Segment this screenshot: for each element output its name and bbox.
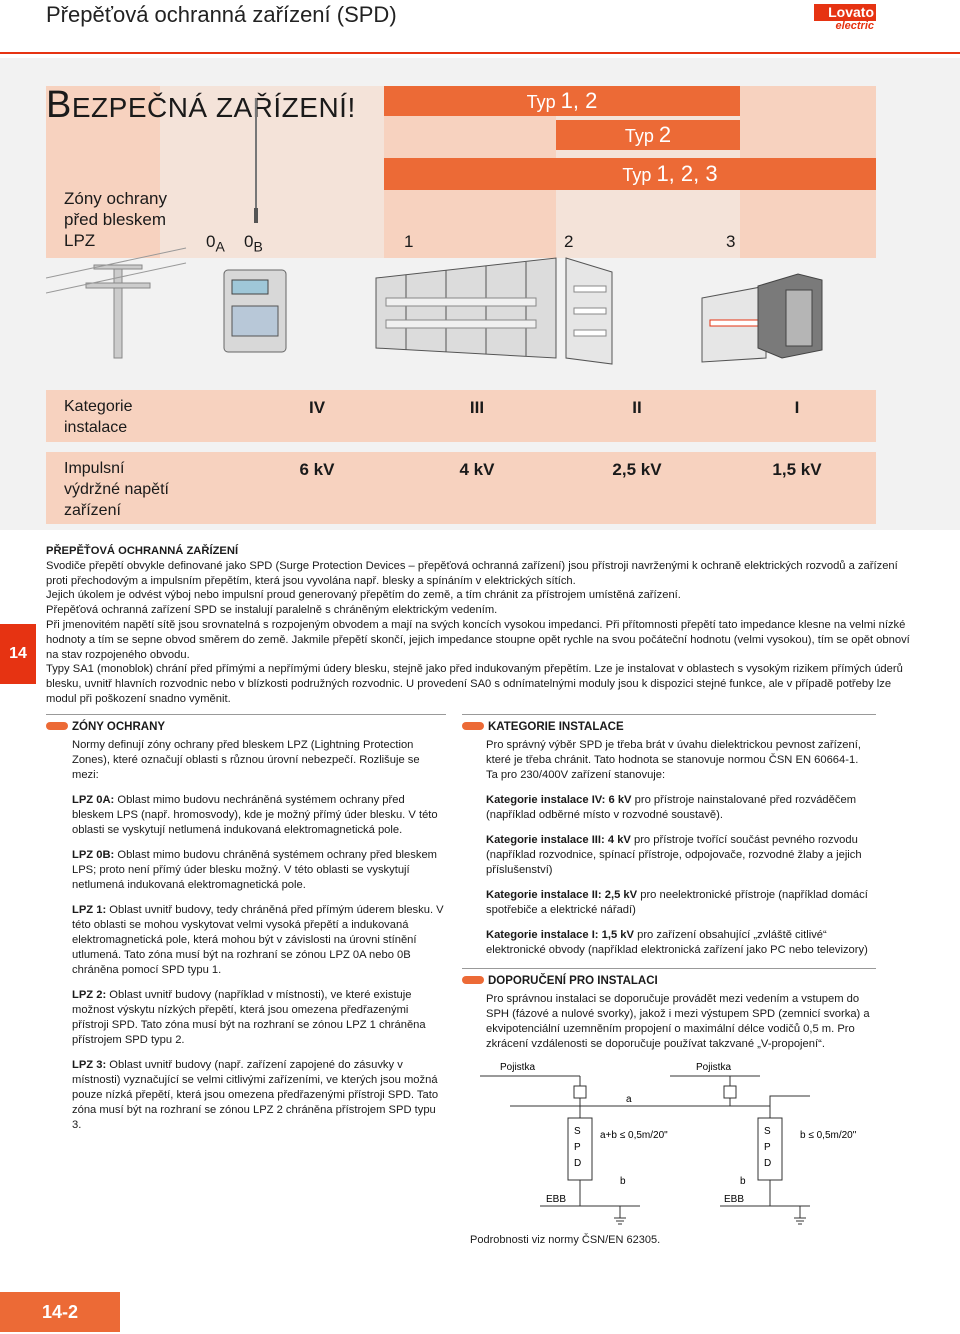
category-section bbox=[462, 714, 876, 735]
banner-title: BEZPEČNÁ ZAŘÍZENÍ! bbox=[46, 84, 356, 126]
logo-sub: electric bbox=[835, 20, 874, 32]
intro-paragraph: Jejich úkolem je odvést výboj nebo impulsní proud generovaný přepětím do země, a tím chránit za přístrojem umístěná zařízení. bbox=[46, 589, 681, 602]
voltage-cat-iii: 4 kV bbox=[459, 460, 495, 479]
category-item: Kategorie instalace IV: 6 kV pro přístroje nainstalované před rozváděčem (například odběrné místo v rozvodné soustavě). bbox=[486, 794, 857, 821]
zone-0a: $0_A$ bbox=[206, 232, 225, 255]
spd-letter-p-right: P bbox=[764, 1142, 771, 1153]
fuse-label-left: Pojistka bbox=[500, 1062, 536, 1073]
page-number: 14-2 bbox=[0, 1292, 120, 1332]
zone-item: LPZ 0B: Oblast mimo budovu chráněná systémem ochrany před bleskem LPS; proto není přímý úder blesku možný. V této oblasti se vyskytují netlumená indukovaná elektromagnetická pole. bbox=[72, 849, 437, 891]
category-item: Kategorie instalace III: 4 kV pro přístroje tvořící součást pevného rozvodu (například rozvodnice, spínací přístroje, odpojovače, rozvodné žlaby a jejich příslušenství) bbox=[486, 834, 862, 876]
label-b-left: b bbox=[620, 1176, 626, 1187]
brand-logo bbox=[814, 4, 876, 32]
logo-main: Lovato bbox=[814, 4, 876, 21]
intro-heading: PŘEPĚŤOVÁ OCHRANNÁ ZAŘÍZENÍ bbox=[46, 545, 239, 557]
utility-pole-icon bbox=[46, 248, 186, 358]
voltage-cat-iv: 6 kV bbox=[299, 460, 335, 479]
category-iii: III bbox=[469, 398, 485, 417]
chapter-tab: 14 bbox=[0, 624, 36, 684]
recommendation-section bbox=[462, 968, 876, 989]
category-body bbox=[486, 738, 870, 968]
fuse-label-right: Pojistka bbox=[696, 1062, 732, 1073]
spd-letter-d: D bbox=[574, 1158, 582, 1169]
category-i: I bbox=[794, 398, 800, 417]
intro-section bbox=[46, 544, 916, 707]
zones-heading: ZÓNY OCHRANY bbox=[46, 717, 446, 735]
formula-left: a+b ≤ 0,5m/20" bbox=[600, 1130, 668, 1141]
zones-label: Zóny ochrany před bleskem LPZ bbox=[64, 189, 167, 250]
typ-bar-2: Typ 2 bbox=[556, 120, 740, 150]
category-intro: Pro správný výběr SPD je třeba brát v úvahu dielektrickou pevnost zařízení, které je třeba chránit. Tato hodnota se stanovuje normou ČSN EN 60664-1. Ta pro 230/400V zařízení stanovuje: bbox=[486, 739, 861, 781]
zone-2: 2 bbox=[564, 232, 574, 251]
recommendation-body bbox=[486, 992, 872, 1062]
page-title: Přepěťová ochranná zařízení (SPD) bbox=[46, 2, 397, 27]
distribution-board-icon bbox=[566, 258, 612, 364]
ebb-label-right: EBB bbox=[724, 1194, 745, 1205]
voltage-cat-i: 1,5 kV bbox=[772, 460, 822, 479]
recommendation-heading: DOPORUČENÍ PRO INSTALACI bbox=[462, 971, 876, 989]
typ-bar-1-2: Typ 1, 2 bbox=[384, 86, 740, 116]
recommendation-text: Pro správnou instalaci se doporučuje provádět mezi vedením a vstupem do SPH (fázové a nulové svorky), jakož i mezi výstupem SPD (zemnicí svorka) a ekvipotenciální uzemněním propojení o maximální délce vodičů 0,5 m. Pro zkrácení vzdálenosti se doporučuje používat takzvané „V-propojení“. bbox=[486, 993, 870, 1050]
zone-0b: $0_B$ bbox=[244, 232, 263, 255]
intro-paragraph: Svodiče přepětí obvykle definované jako SPD (Surge Protection Devices – přepěťová ochranná zařízení) jsou přístroji navrženými k ochraně elektrických rozvodů a zařízení proti přechodovým a impulsním přepětím, která jsou vyvolána např. blesky a spínáním v elektrických sítích. bbox=[46, 559, 898, 587]
voltage-cat-ii: 2,5 kV bbox=[612, 460, 662, 479]
zone-item: LPZ 0A: Oblast mimo budovu nechráněná systémem ochrany před bleskem LPS (např. hromosvody), kde je možný přímý úder blesku. V této oblasti se vyskytují netlumená indukovaná elektromagnetická pole. bbox=[72, 794, 438, 836]
label-a: a bbox=[626, 1094, 632, 1105]
zone-item: LPZ 1: Oblast uvnitř budovy, tedy chráněná před přímým úderem blesku. V této oblasti se mohou vyskytovat velmi vysoká přepětí a indukovaná elektromagnetická pole, která mohou být v závislosti na úrovni stínění utlumená. Tato zóna musí být na rozhraní se zónou LPZ 0A nebo 0B chráněna pomocí SPD typu 1. bbox=[72, 904, 444, 976]
v-connection-diagram bbox=[470, 1056, 870, 1236]
zone-item: LPZ 3: Oblast uvnitř budovy (např. zařízení zapojené do zásuvky v místnosti) vyznačující se velmi citlivými zařízeními, ve kterých jsou možná pouze nízká přepětí, která jsou omezena předřazenými přístroji SPD. Tato zóna musí být na rozhraní se zónou LPZ 2 chráněna přístrojem SPD typu 3. bbox=[72, 1059, 439, 1131]
zones-section bbox=[46, 714, 446, 735]
equipment-cabinet-icon bbox=[758, 274, 822, 358]
energy-meter-icon bbox=[224, 270, 286, 352]
bullet-pill-icon bbox=[46, 722, 68, 730]
sub-distribution-board-icon bbox=[702, 286, 766, 362]
zone-item: LPZ 2: Oblast uvnitř budovy (například v místnosti), ve které existuje možnost výskytu nízkých přepětí, která jsou omezena předřazenými přístroji SPD. Tato zóna musí být na rozhraní se zónou LPZ 1 chráněna přístrojem SPD typu 2. bbox=[72, 989, 426, 1046]
bullet-pill-icon bbox=[462, 722, 484, 730]
intro-paragraph: Při jmenovitém napětí sítě jsou srovnatelná s rozpojeným obvodem a mají na svých koncích vysokou impedanci. Při přítomnosti přepětí tato impedance klesne na velmi nízké hodnoty a tím se sepne obvod směrem do země. Jakmile přepětí skončí, jejich impedance stoupne opět rychle na svou počáteční hodnotu (velmi vysokou), tím se opět obnoví na stav rozpojeného obvodu. bbox=[46, 618, 910, 661]
zones-intro: Normy definují zóny ochrany před bleskem LPZ (Lightning Protection Zones), které označují oblasti s různou úrovní nebezpečí. Rozlišuje se mezi: bbox=[72, 739, 420, 781]
formula-right: b ≤ 0,5m/20" bbox=[800, 1130, 857, 1141]
bullet-pill-icon bbox=[462, 976, 484, 984]
category-item: Kategorie instalace I: 1,5 kV pro zařízení obsahující „zvláště citlivé“ elektronické obvody (například elektronická zařízení jako PC nebo televizory) bbox=[486, 929, 868, 956]
category-iv: IV bbox=[308, 398, 326, 417]
zones-body bbox=[72, 738, 448, 1143]
category-heading: KATEGORIE INSTALACE bbox=[462, 717, 876, 735]
intro-paragraph: Přepěťová ochranná zařízení SPD se instalují paralelně s chráněným elektrickým vedením. bbox=[46, 604, 498, 617]
spd-letter-d-right: D bbox=[764, 1158, 772, 1169]
main-switchboard-icon bbox=[376, 258, 556, 358]
category-item: Kategorie instalace II: 2,5 kV pro neelektronické přístroje (například domácí spotřebiče a elektrické nářadí) bbox=[486, 889, 868, 916]
voltage-label: Impulsní výdržné napětí zařízení bbox=[64, 460, 169, 519]
category-ii: II bbox=[632, 398, 642, 417]
spd-letter-s-right: S bbox=[764, 1126, 771, 1137]
spd-letter-p: P bbox=[574, 1142, 581, 1153]
zone-3: 3 bbox=[726, 232, 736, 251]
zone-1: 1 bbox=[404, 232, 414, 251]
typ-bar-1-2-3: Typ 1, 2, 3 bbox=[384, 158, 876, 190]
label-b-right: b bbox=[740, 1176, 746, 1187]
installation-illustration bbox=[46, 58, 876, 388]
header-rule bbox=[0, 52, 960, 54]
category-label: Kategorie instalace bbox=[64, 398, 133, 436]
intro-paragraph: Typy SA1 (monoblok) chrání před přímými a nepřímými údery blesku, stejně jako před indukovaným přepětím. Lze je instalovat v oblastech s vysokým rizikem přímých úderů blesku, uvnitř hlavních rozvodnic nebo v blízkosti podružných rozvodnic. U provedení SA0 s odnímatelnými moduly jsou k dispozici stejné funkce, ale v případě potřeby lze modul při poškození snadno vyměnit. bbox=[46, 663, 903, 705]
spd-letter-s: S bbox=[574, 1126, 581, 1137]
diagram-footnote: Podrobnosti viz normy ČSN/EN 62305. bbox=[470, 1234, 661, 1246]
ebb-label-left: EBB bbox=[546, 1194, 567, 1205]
